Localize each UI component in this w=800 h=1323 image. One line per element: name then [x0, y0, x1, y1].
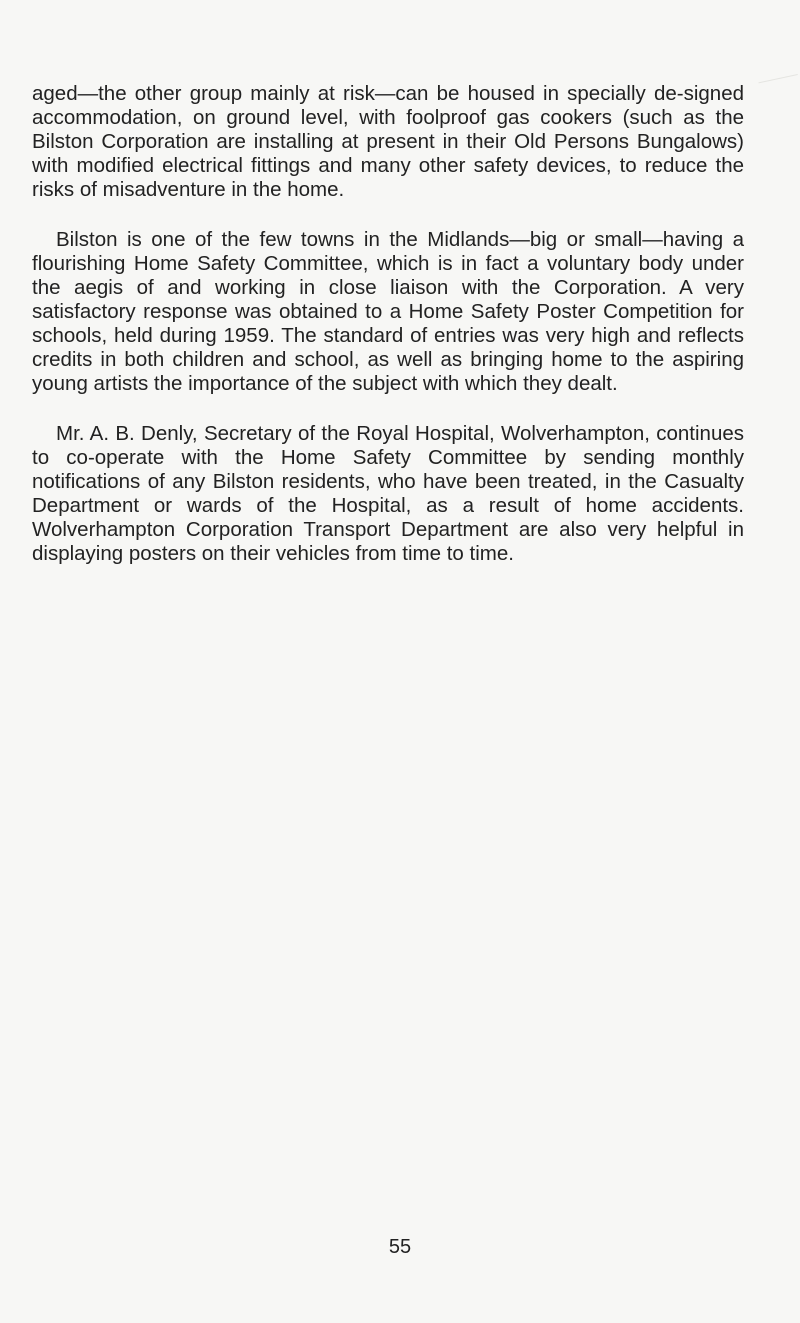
document-body	[32, 82, 744, 592]
paragraph-3: Mr. A. B. Denly, Secretary of the Royal Hospital, Wolverhampton, continues to co-operate with the Home Safety Committee by sending monthly notifications of any Bilston residents, who have been treated, in the Casualty Department or wards of the Hospital, as a result of home accidents. Wolverhampton Corporation Transport Department are also very helpful in displaying posters on their vehicles from time to time.	[32, 422, 744, 565]
paragraph-1: aged—the other group mainly at risk—can be housed in specially de-signed accommodation, on ground level, with foolproof gas cookers (such as the Bilston Corporation are installing at present in their Old Persons Bungalows) with modified electrical fittings and many other safety devices, to reduce the risks of misadventure in the home.	[32, 82, 744, 201]
scan-corner-mark	[758, 74, 800, 101]
paragraph-2: Bilston is one of the few towns in the Midlands—big or small—having a flourishing Home Safety Committee, which is in fact a voluntary body under the aegis of and working in close liaison with the Corporation. A very satisfactory response was obtained to a Home Safety Poster Competition for schools, held during 1959. The standard of entries was very high and reflects credits in both children and school, as well as bringing home to the aspiring young artists the importance of the subject with which they dealt.	[32, 228, 744, 395]
page-number: 55	[388, 1236, 412, 1258]
